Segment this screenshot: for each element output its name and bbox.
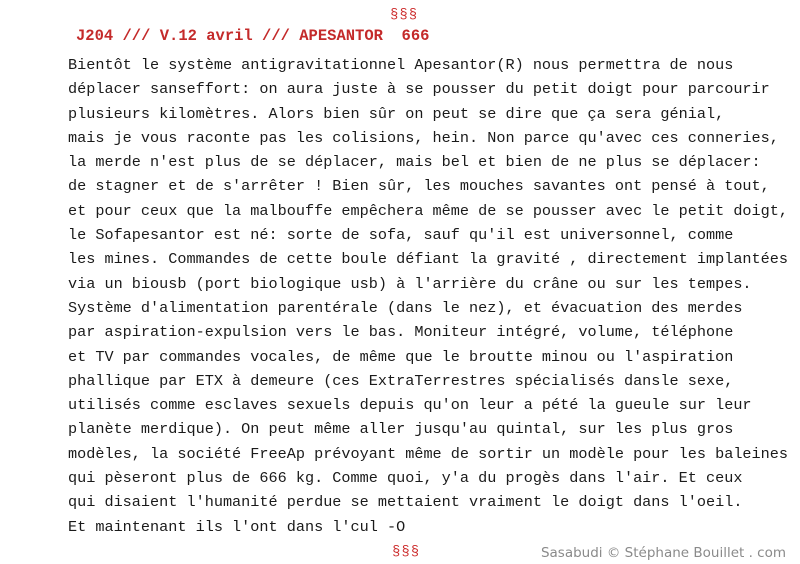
text-line: plusieurs kilomètres. Alors bien sûr on peut se dire que ça sera génial, — [68, 104, 725, 123]
text-line: les mines. Commandes de cette boule défiant la gravité , directement implantées — [68, 250, 789, 269]
text-line: par aspiration-expulsion vers le bas. Moniteur intégré, volume, téléphone — [68, 323, 734, 342]
text-line: Et maintenant ils l'ont dans l'cul -O — [68, 517, 406, 536]
body-text — [68, 53, 788, 539]
text-line: planète merdique). On peut même aller jusqu'au quintal, sur les plus gros — [68, 420, 734, 439]
text-line: qui disaient l'humanité perdue se mettaient vraiment le doigt dans l'oeil. — [68, 493, 743, 512]
text-line: mais je vous raconte pas les colisions, hein. Non parce qu'avec ces conneries, — [68, 128, 779, 147]
text-line: phallique par ETX à demeure (ces ExtraTerrestres spécialisés dansle sexe, — [68, 371, 734, 390]
text-line: et TV par commandes vocales, de même que le broutte minou ou l'aspiration — [68, 347, 734, 366]
text-line: via un biousb (port biologique usb) à l'arrière du crâne ou sur les tempes. — [68, 274, 752, 293]
text-line: de stagner et de s'arrêter ! Bien sûr, les mouches savantes ont pensé à tout, — [68, 177, 770, 196]
bottom-section-mark: §§§ — [392, 544, 421, 560]
credit-watermark: Sasabudi © Stéphane Bouillet . com — [540, 545, 786, 561]
text-line: Système d'alimentation parentérale (dans le nez), et évacuation des merdes — [68, 298, 743, 317]
text-line: utilisés comme esclaves sexuels depuis qu'on leur a pété la gueule sur leur — [68, 396, 752, 415]
text-line: le Sofapesantor est né: sorte de sofa, sauf qu'il est universonnel, comme — [68, 226, 734, 245]
text-line: et pour ceux que la malbouffe empêchera même de se pousser avec le petit doigt, — [68, 201, 789, 220]
text-line: modèles, la société FreeAp prévoyant même de sortir un modèle pour les baleines — [68, 444, 789, 463]
text-line: qui pèseront plus de 666 kg. Comme quoi, y'a du progès dans l'air. Et ceux — [68, 469, 743, 488]
text-line: déplacer sanseffort: on aura juste à se pousser du petit doigt pour parcourir — [68, 80, 770, 99]
top-section-mark: §§§ — [390, 7, 419, 23]
text-line: la merde n'est plus de se déplacer, mais bel et bien de ne plus se déplacer: — [68, 153, 761, 172]
page-header: J204 /// V.12 avril /// APESANTOR 666 — [76, 27, 430, 45]
text-line: Bientôt le système antigravitationnel Apesantor(R) nous permettra de nous — [68, 56, 734, 74]
